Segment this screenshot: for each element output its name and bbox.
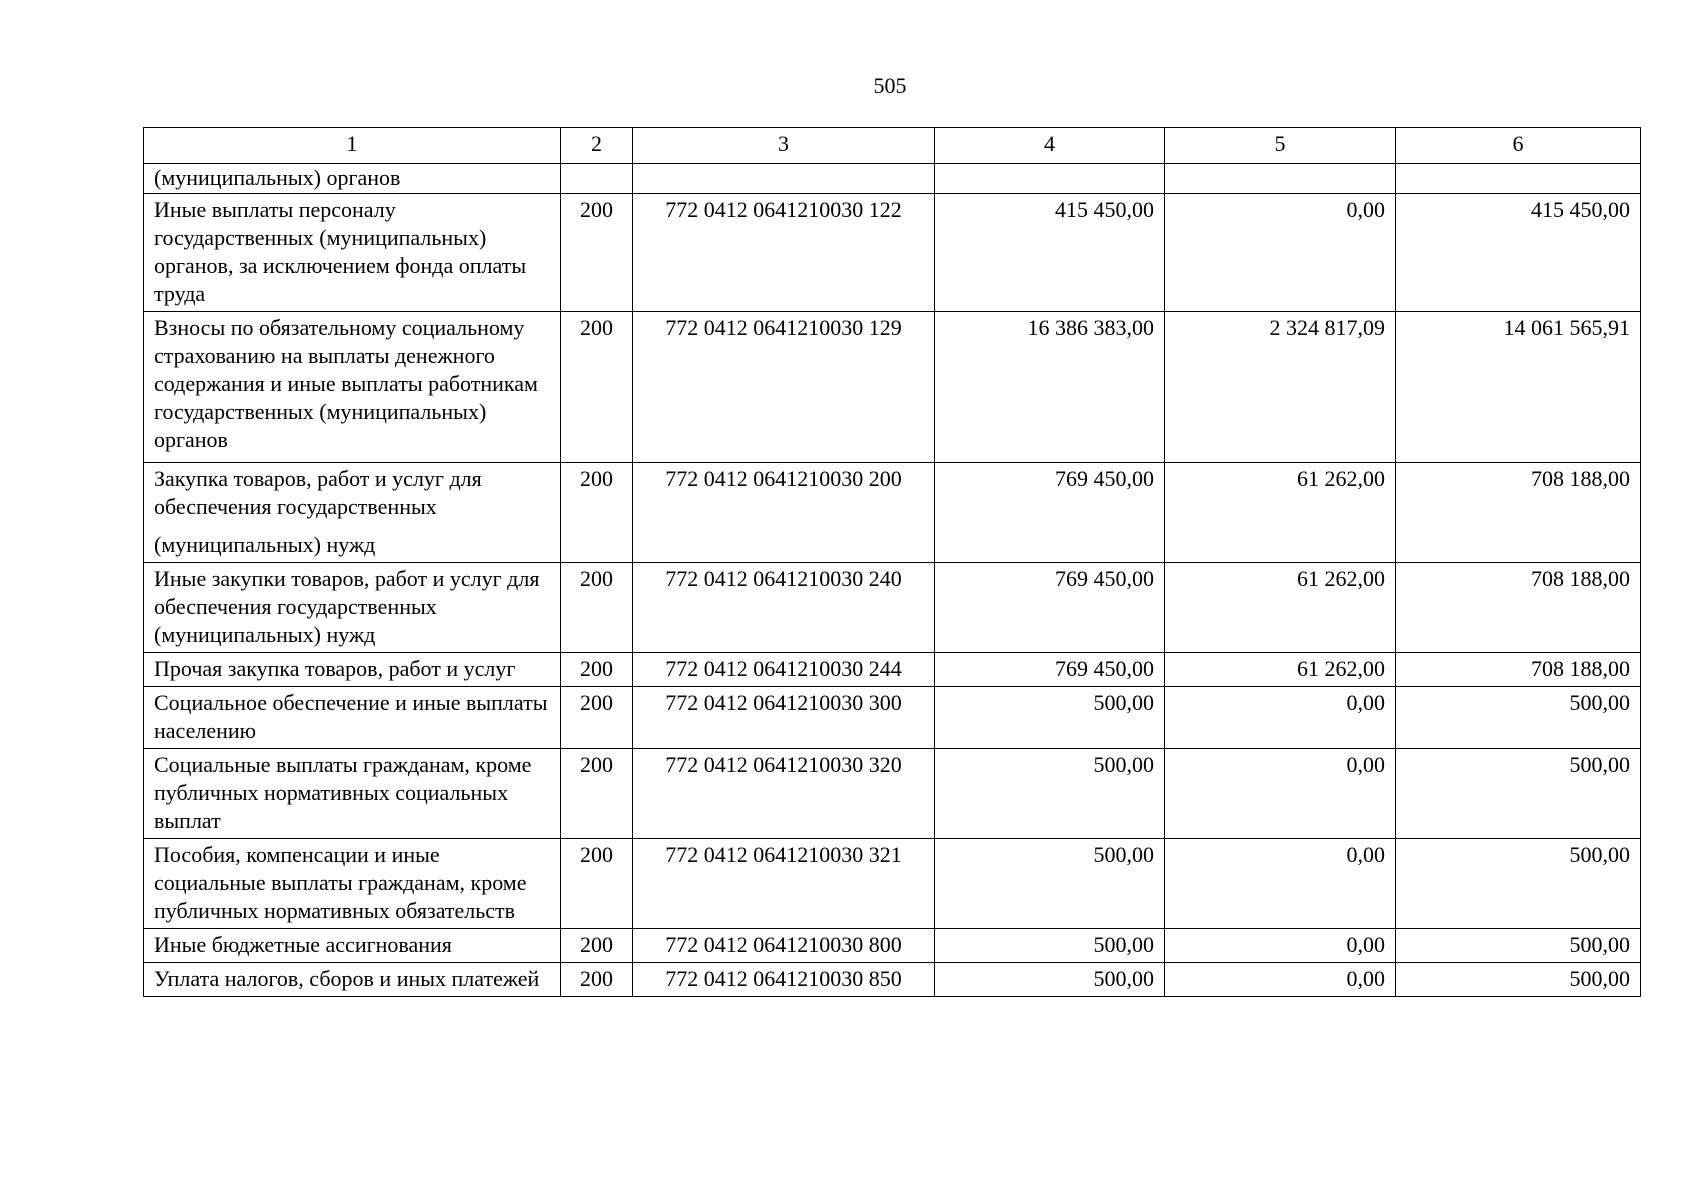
unexecuted-amount-cell: 708 188,00 xyxy=(1396,563,1641,653)
classification-code-cell: 772 0412 0641210030 321 xyxy=(633,839,935,929)
admin-code-cell: 200 xyxy=(561,563,633,653)
executed-amount-cell: 2 324 817,09 xyxy=(1165,312,1396,463)
row-name-cell: Взносы по обязательному социальному страхованию на выплаты денежного содержания и иные выплаты работникам государственных (муниципальных) органов xyxy=(144,312,561,463)
executed-amount-cell: 0,00 xyxy=(1165,963,1396,997)
approved-amount-cell: 500,00 xyxy=(935,749,1165,839)
empty-cell xyxy=(935,164,1165,194)
executed-amount-cell: 61 262,00 xyxy=(1165,463,1396,563)
approved-amount-cell: 500,00 xyxy=(935,687,1165,749)
admin-code-cell: 200 xyxy=(561,963,633,997)
executed-amount-cell: 0,00 xyxy=(1165,839,1396,929)
continuation-row xyxy=(144,164,1641,194)
admin-code-cell: 200 xyxy=(561,653,633,687)
column-number-header: 2 xyxy=(561,128,633,164)
approved-amount-cell: 500,00 xyxy=(935,963,1165,997)
unexecuted-amount-cell: 500,00 xyxy=(1396,839,1641,929)
table-row xyxy=(144,312,1641,463)
column-number-header: 1 xyxy=(144,128,561,164)
continuation-cell: (муниципальных) органов xyxy=(144,164,561,194)
executed-amount-cell: 0,00 xyxy=(1165,194,1396,312)
approved-amount-cell: 769 450,00 xyxy=(935,463,1165,563)
classification-code-cell: 772 0412 0641210030 850 xyxy=(633,963,935,997)
unexecuted-amount-cell: 415 450,00 xyxy=(1396,194,1641,312)
unexecuted-amount-cell: 14 061 565,91 xyxy=(1396,312,1641,463)
table-row xyxy=(144,463,1641,563)
empty-cell xyxy=(633,164,935,194)
approved-amount-cell: 16 386 383,00 xyxy=(935,312,1165,463)
empty-cell xyxy=(561,164,633,194)
table-row xyxy=(144,563,1641,653)
classification-code-cell: 772 0412 0641210030 129 xyxy=(633,312,935,463)
classification-code-cell: 772 0412 0641210030 240 xyxy=(633,563,935,653)
classification-code-cell: 772 0412 0641210030 300 xyxy=(633,687,935,749)
admin-code-cell: 200 xyxy=(561,839,633,929)
executed-amount-cell: 0,00 xyxy=(1165,687,1396,749)
classification-code-cell: 772 0412 0641210030 200 xyxy=(633,463,935,563)
row-name-cell: Прочая закупка товаров, работ и услуг xyxy=(144,653,561,687)
column-number-header-row xyxy=(144,128,1641,164)
approved-amount-cell: 769 450,00 xyxy=(935,563,1165,653)
table-row xyxy=(144,194,1641,312)
admin-code-cell: 200 xyxy=(561,749,633,839)
executed-amount-cell: 0,00 xyxy=(1165,929,1396,963)
column-number-header: 6 xyxy=(1396,128,1641,164)
row-name-text-tail: (муниципальных) нужд xyxy=(154,532,376,557)
unexecuted-amount-cell: 708 188,00 xyxy=(1396,463,1641,563)
admin-code-cell: 200 xyxy=(561,929,633,963)
admin-code-cell: 200 xyxy=(561,312,633,463)
executed-amount-cell: 61 262,00 xyxy=(1165,563,1396,653)
classification-code-cell: 772 0412 0641210030 800 xyxy=(633,929,935,963)
table-row xyxy=(144,963,1641,997)
unexecuted-amount-cell: 708 188,00 xyxy=(1396,653,1641,687)
row-name-cell: Иные бюджетные ассигнования xyxy=(144,929,561,963)
row-name-cell: Социальное обеспечение и иные выплаты населению xyxy=(144,687,561,749)
approved-amount-cell: 769 450,00 xyxy=(935,653,1165,687)
admin-code-cell: 200 xyxy=(561,687,633,749)
classification-code-cell: 772 0412 0641210030 244 xyxy=(633,653,935,687)
unexecuted-amount-cell: 500,00 xyxy=(1396,749,1641,839)
table-row xyxy=(144,839,1641,929)
unexecuted-amount-cell: 500,00 xyxy=(1396,963,1641,997)
admin-code-cell: 200 xyxy=(561,194,633,312)
executed-amount-cell: 61 262,00 xyxy=(1165,653,1396,687)
row-name-text: Закупка товаров, работ и услуг для обеспечения государственных xyxy=(154,466,482,519)
classification-code-cell: 772 0412 0641210030 122 xyxy=(633,194,935,312)
column-number-header: 3 xyxy=(633,128,935,164)
classification-code-cell: 772 0412 0641210030 320 xyxy=(633,749,935,839)
page-number: 505 xyxy=(873,73,907,98)
empty-cell xyxy=(1165,164,1396,194)
table-row xyxy=(144,687,1641,749)
row-name-cell xyxy=(144,463,561,563)
unexecuted-amount-cell: 500,00 xyxy=(1396,687,1641,749)
approved-amount-cell: 500,00 xyxy=(935,929,1165,963)
admin-code-cell: 200 xyxy=(561,463,633,563)
executed-amount-cell: 0,00 xyxy=(1165,749,1396,839)
approved-amount-cell: 500,00 xyxy=(935,839,1165,929)
table-row xyxy=(144,929,1641,963)
empty-cell xyxy=(1396,164,1641,194)
column-number-header: 4 xyxy=(935,128,1165,164)
row-name-cell: Уплата налогов, сборов и иных платежей xyxy=(144,963,561,997)
line-gap xyxy=(154,521,550,531)
approved-amount-cell: 415 450,00 xyxy=(935,194,1165,312)
budget-execution-table xyxy=(143,127,1641,997)
row-name-cell: Социальные выплаты гражданам, кроме публичных нормативных социальных выплат xyxy=(144,749,561,839)
table-row xyxy=(144,749,1641,839)
table-row xyxy=(144,653,1641,687)
row-name-cell: Иные выплаты персоналу государственных (муниципальных) органов, за исключением фонда оплаты труда xyxy=(144,194,561,312)
row-name-cell: Пособия, компенсации и иные социальные выплаты гражданам, кроме публичных нормативных обязательств xyxy=(144,839,561,929)
unexecuted-amount-cell: 500,00 xyxy=(1396,929,1641,963)
row-name-cell: Иные закупки товаров, работ и услуг для обеспечения государственных (муниципальных) нужд xyxy=(144,563,561,653)
column-number-header: 5 xyxy=(1165,128,1396,164)
